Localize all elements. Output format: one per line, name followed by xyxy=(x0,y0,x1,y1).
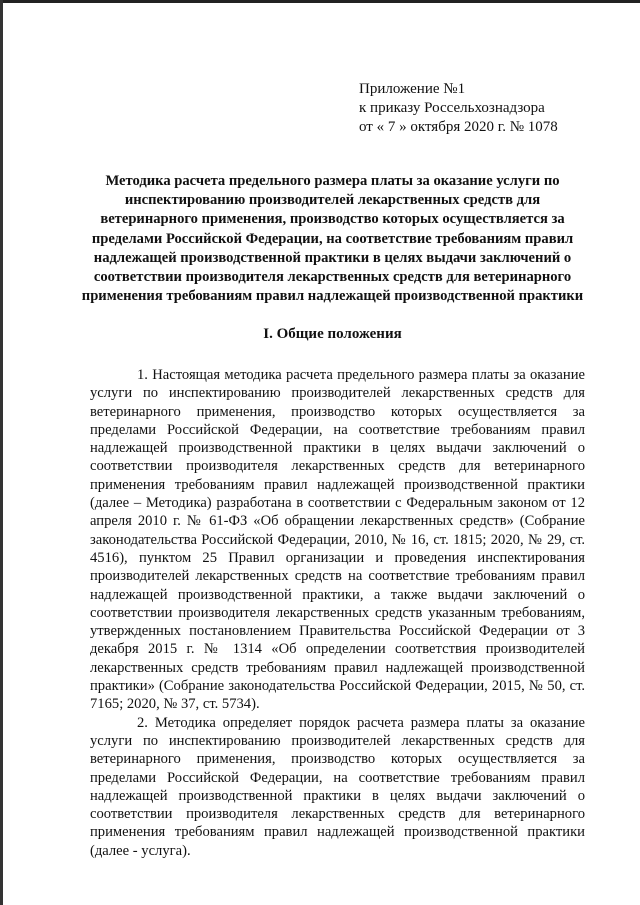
document-body xyxy=(90,366,585,860)
annex-line-1: Приложение №1 xyxy=(359,81,466,97)
section-heading: I. Общие положения xyxy=(263,326,402,342)
annex-line-2: к приказу Россельхознадзора xyxy=(359,100,545,116)
scan-edge-left xyxy=(0,0,3,905)
annex-block xyxy=(359,80,558,137)
annex-line-3: от « 7 » октября 2020 г. № 1078 xyxy=(359,119,558,135)
scan-edge-top xyxy=(0,0,640,3)
paragraph-2: 2. Методика определяет порядок расчета размера платы за оказание услуги по инспектированию производителей лекарственных средств для ветеринарного применения, производство которых осуществляется за пределами Российской Федерации, на соответствие требованиям правил надлежащей производственной практики в целях выдачи заключений о соответствии производителя лекарственных средств для ветеринарного применения требованиям правил надлежащей производственной практики (далее - услуга). xyxy=(90,714,585,859)
paragraph-1: 1. Настоящая методика расчета предельного размера платы за оказание услуги по инспектированию производителей лекарственных средств для ветеринарного применения, производство которых осуществляется за пределами Российской Федерации, на соответствие требованиям правил надлежащей производственной практики в целях выдачи заключений о соответствии производителя лекарственных средств для ветеринарного применения требованиям правил надлежащей производственной практики (далее – Методика) разработана в соответствии с Федеральным законом от 12 апреля 2010 г. № 61-ФЗ «Об обращении лекарственных средств» (Собрание законодательства Российской Федерации, 2010, № 16, ст. 1815; 2020, № 29, ст. 4516), пунктом 25 Правил организации и проведения инспектирования производителей лекарственных средств на соответствие требованиям правил надлежащей производственной практики, а также выдачи заключений о соответствии производителя лекарственных средств указанным требованиям, утвержденных постановлением Правительства Российской Федерации от 3 декабря 2015 г. № 1314 «Об определении соответствия производителей лекарственных средств требованиям правил надлежащей производственной практики» (Собрание законодательства Российской Федерации, 2015, № 50, ст. 7165; 2020, № 37, ст. 5734). xyxy=(90,367,585,713)
document-title: Методика расчета предельного размера платы за оказание услуги по инспектированию производителей лекарственных средств для ветеринарного применения, производство которых осуществляется за пределами Российской Федерации, на соответствие требованиям правил надлежащей производственной практики в целях выдачи заключений о соответствии производителя лекарственных средств для ветеринарного применения требованиям правил надлежащей производственной практики xyxy=(81,173,584,305)
